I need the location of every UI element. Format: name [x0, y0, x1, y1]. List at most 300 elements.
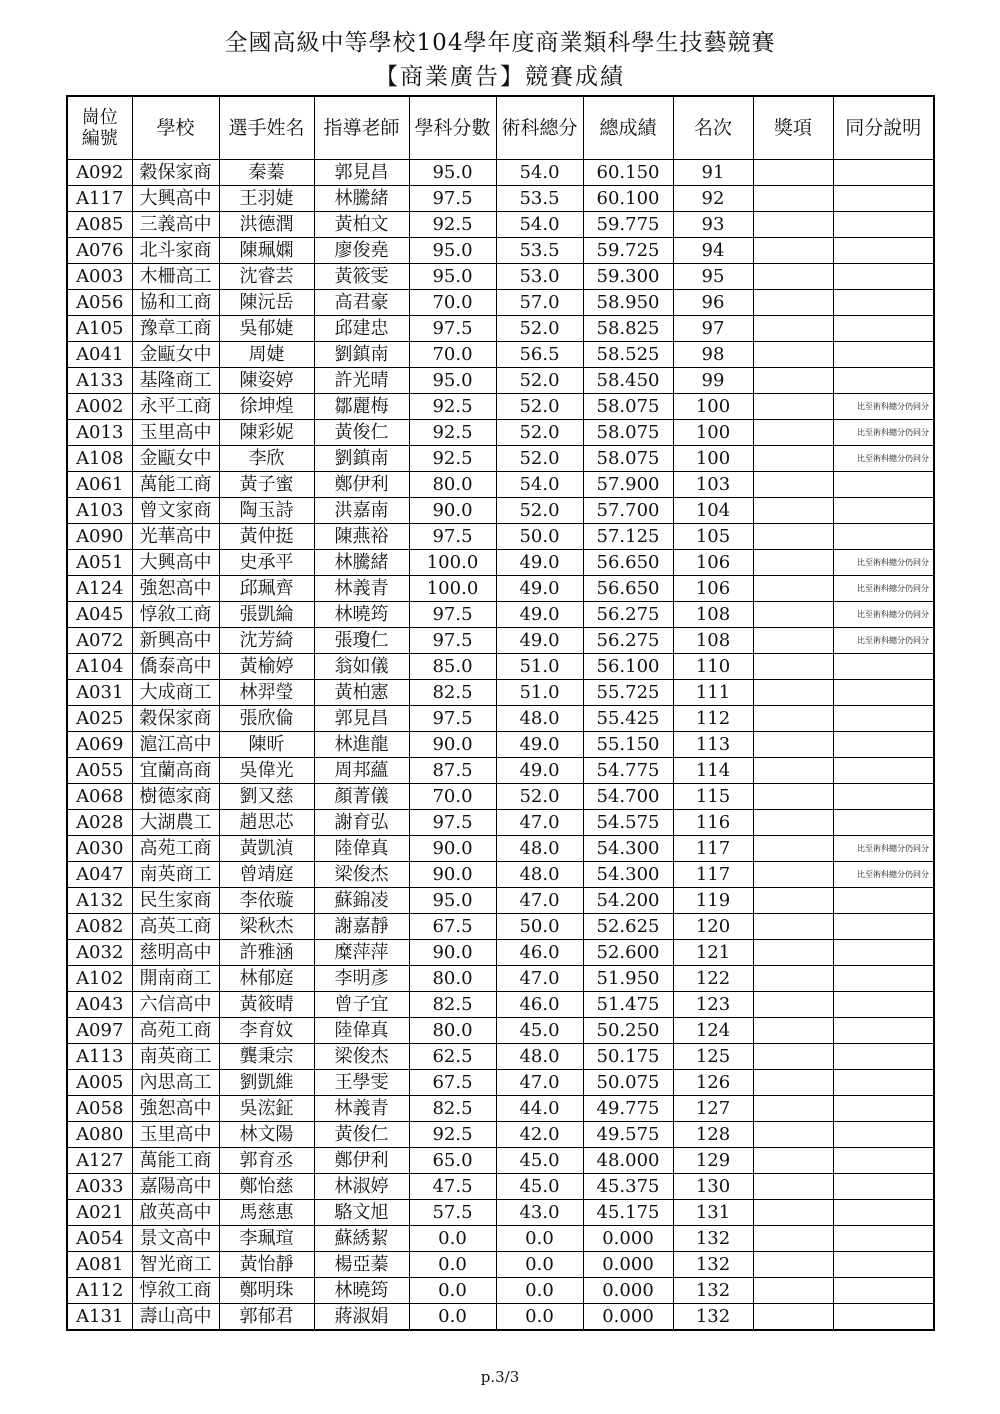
cell-academic: 95.0: [409, 264, 496, 290]
cell-teacher: 鄭伊利: [314, 472, 409, 498]
cell-id: A090: [67, 524, 132, 550]
cell-name: 李依璇: [219, 888, 314, 914]
cell-total: 58.075: [583, 394, 673, 420]
cell-tie-note: 比至術科總分仍同分: [833, 862, 934, 888]
table-row: [67, 992, 934, 1018]
cell-school: 南英商工: [132, 862, 219, 888]
cell-tie-note: [833, 472, 934, 498]
cell-practical: 45.0: [496, 1018, 583, 1044]
cell-academic: 82.5: [409, 1096, 496, 1122]
cell-academic: 97.5: [409, 706, 496, 732]
cell-rank: 93: [673, 212, 753, 238]
cell-tie-note: [833, 316, 934, 342]
cell-id: A032: [67, 940, 132, 966]
cell-name: 徐坤煌: [219, 394, 314, 420]
cell-practical: 52.0: [496, 420, 583, 446]
cell-teacher: 郭見昌: [314, 706, 409, 732]
cell-total: 57.700: [583, 498, 673, 524]
cell-school: 惇敘工商: [132, 1278, 219, 1304]
cell-award: [753, 758, 833, 784]
table-row: [67, 1174, 934, 1200]
cell-rank: 122: [673, 966, 753, 992]
cell-total: 60.100: [583, 186, 673, 212]
cell-name: 張凱綸: [219, 602, 314, 628]
cell-total: 49.775: [583, 1096, 673, 1122]
cell-award: [753, 420, 833, 446]
cell-teacher: 黃俊仁: [314, 420, 409, 446]
cell-award: [753, 810, 833, 836]
cell-id: A056: [67, 290, 132, 316]
cell-academic: 92.5: [409, 212, 496, 238]
table-row: [67, 1122, 934, 1148]
cell-rank: 99: [673, 368, 753, 394]
cell-id: A069: [67, 732, 132, 758]
cell-id: A031: [67, 680, 132, 706]
cell-teacher: 郭見昌: [314, 160, 409, 186]
cell-name: 陶玉詩: [219, 498, 314, 524]
cell-teacher: 曾子宜: [314, 992, 409, 1018]
cell-school: 民生家商: [132, 888, 219, 914]
cell-tie-note: [833, 1200, 934, 1226]
cell-total: 59.300: [583, 264, 673, 290]
cell-practical: 47.0: [496, 1070, 583, 1096]
cell-teacher: 黃柏文: [314, 212, 409, 238]
cell-academic: 90.0: [409, 732, 496, 758]
cell-teacher: 林騰緒: [314, 550, 409, 576]
cell-rank: 116: [673, 810, 753, 836]
cell-teacher: 黃俊仁: [314, 1122, 409, 1148]
cell-teacher: 黃筱雯: [314, 264, 409, 290]
cell-tie-note: 比至術科總分仍同分: [833, 628, 934, 654]
table-row: [67, 1096, 934, 1122]
cell-practical: 52.0: [496, 368, 583, 394]
cell-rank: 115: [673, 784, 753, 810]
cell-school: 景文高中: [132, 1226, 219, 1252]
cell-practical: 49.0: [496, 732, 583, 758]
cell-rank: 129: [673, 1148, 753, 1174]
cell-tie-note: [833, 238, 934, 264]
cell-tie-note: [833, 1278, 934, 1304]
cell-total: 54.200: [583, 888, 673, 914]
cell-academic: 90.0: [409, 862, 496, 888]
cell-award: [753, 160, 833, 186]
cell-id: A072: [67, 628, 132, 654]
column-header-name: 選手姓名: [219, 96, 314, 160]
cell-tie-note: 比至術科總分仍同分: [833, 576, 934, 602]
document-title: 全國高級中等學校104學年度商業類科學生技藝競賽: [224, 30, 776, 56]
cell-practical: 54.0: [496, 160, 583, 186]
cell-id: A055: [67, 758, 132, 784]
cell-academic: 87.5: [409, 758, 496, 784]
cell-teacher: 謝嘉靜: [314, 914, 409, 940]
cell-practical: 0.0: [496, 1252, 583, 1278]
table-header-row: [67, 96, 934, 160]
table-row: [67, 368, 934, 394]
cell-tie-note: [833, 342, 934, 368]
cell-rank: 92: [673, 186, 753, 212]
cell-tie-note: 比至術科總分仍同分: [833, 836, 934, 862]
cell-award: [753, 472, 833, 498]
cell-academic: 80.0: [409, 1018, 496, 1044]
cell-school: 穀保家商: [132, 160, 219, 186]
cell-practical: 49.0: [496, 576, 583, 602]
cell-academic: 92.5: [409, 420, 496, 446]
cell-name: 黃榆婷: [219, 654, 314, 680]
cell-school: 光華高中: [132, 524, 219, 550]
cell-rank: 120: [673, 914, 753, 940]
cell-total: 58.525: [583, 342, 673, 368]
cell-practical: 45.0: [496, 1174, 583, 1200]
table-row: [67, 342, 934, 368]
cell-total: 52.625: [583, 914, 673, 940]
cell-practical: 47.0: [496, 888, 583, 914]
cell-total: 56.275: [583, 628, 673, 654]
cell-school: 玉里高中: [132, 420, 219, 446]
cell-id: A068: [67, 784, 132, 810]
cell-name: 龔秉宗: [219, 1044, 314, 1070]
cell-award: [753, 784, 833, 810]
cell-practical: 48.0: [496, 1044, 583, 1070]
cell-academic: 90.0: [409, 836, 496, 862]
table-row: [67, 238, 934, 264]
cell-rank: 108: [673, 602, 753, 628]
cell-award: [753, 1044, 833, 1070]
cell-rank: 108: [673, 628, 753, 654]
cell-award: [753, 966, 833, 992]
cell-award: [753, 888, 833, 914]
cell-teacher: 黃柏憲: [314, 680, 409, 706]
cell-rank: 104: [673, 498, 753, 524]
cell-name: 鄭怡慈: [219, 1174, 314, 1200]
cell-award: [753, 498, 833, 524]
cell-practical: 50.0: [496, 914, 583, 940]
table-row: [67, 1252, 934, 1278]
cell-school: 金甌女中: [132, 342, 219, 368]
cell-rank: 100: [673, 420, 753, 446]
cell-id: A102: [67, 966, 132, 992]
cell-award: [753, 1122, 833, 1148]
cell-award: [753, 1096, 833, 1122]
cell-academic: 95.0: [409, 368, 496, 394]
cell-school: 基隆商工: [132, 368, 219, 394]
cell-id: A105: [67, 316, 132, 342]
cell-total: 54.775: [583, 758, 673, 784]
cell-tie-note: [833, 1044, 934, 1070]
results-table-body: [67, 160, 934, 1331]
cell-academic: 80.0: [409, 472, 496, 498]
cell-total: 50.075: [583, 1070, 673, 1096]
cell-name: 吳浤鉦: [219, 1096, 314, 1122]
cell-total: 0.000: [583, 1304, 673, 1331]
cell-id: A002: [67, 394, 132, 420]
cell-award: [753, 576, 833, 602]
cell-id: A127: [67, 1148, 132, 1174]
table-row: [67, 784, 934, 810]
cell-school: 強恕高中: [132, 1096, 219, 1122]
cell-total: 58.825: [583, 316, 673, 342]
cell-award: [753, 1148, 833, 1174]
cell-name: 趙思芯: [219, 810, 314, 836]
cell-name: 劉凱維: [219, 1070, 314, 1096]
cell-rank: 96: [673, 290, 753, 316]
cell-total: 0.000: [583, 1252, 673, 1278]
cell-total: 54.300: [583, 836, 673, 862]
cell-practical: 51.0: [496, 654, 583, 680]
cell-school: 豫章工商: [132, 316, 219, 342]
cell-total: 52.600: [583, 940, 673, 966]
cell-tie-note: [833, 524, 934, 550]
cell-academic: 0.0: [409, 1278, 496, 1304]
cell-teacher: 邱建忠: [314, 316, 409, 342]
cell-rank: 126: [673, 1070, 753, 1096]
cell-school: 永平工商: [132, 394, 219, 420]
cell-name: 邱珮齊: [219, 576, 314, 602]
cell-id: A080: [67, 1122, 132, 1148]
cell-name: 史承平: [219, 550, 314, 576]
cell-teacher: 鄒麗梅: [314, 394, 409, 420]
cell-award: [753, 368, 833, 394]
cell-academic: 92.5: [409, 446, 496, 472]
cell-id: A082: [67, 914, 132, 940]
cell-rank: 105: [673, 524, 753, 550]
table-row: [67, 914, 934, 940]
cell-total: 56.650: [583, 550, 673, 576]
cell-rank: 97: [673, 316, 753, 342]
cell-name: 劉又慈: [219, 784, 314, 810]
cell-award: [753, 1304, 833, 1331]
column-header-teacher: 指導老師: [314, 96, 409, 160]
table-row: [67, 680, 934, 706]
cell-total: 51.950: [583, 966, 673, 992]
cell-teacher: 林義青: [314, 576, 409, 602]
cell-name: 林文陽: [219, 1122, 314, 1148]
cell-teacher: 林騰緒: [314, 186, 409, 212]
cell-practical: 52.0: [496, 446, 583, 472]
cell-id: A025: [67, 706, 132, 732]
table-row: [67, 810, 934, 836]
cell-practical: 48.0: [496, 836, 583, 862]
cell-academic: 80.0: [409, 966, 496, 992]
cell-name: 沈睿芸: [219, 264, 314, 290]
cell-award: [753, 550, 833, 576]
cell-name: 李欣: [219, 446, 314, 472]
table-row: [67, 1226, 934, 1252]
cell-practical: 44.0: [496, 1096, 583, 1122]
cell-rank: 121: [673, 940, 753, 966]
cell-id: A103: [67, 498, 132, 524]
cell-rank: 106: [673, 576, 753, 602]
table-row: [67, 1018, 934, 1044]
cell-academic: 100.0: [409, 576, 496, 602]
cell-tie-note: 比至術科總分仍同分: [833, 446, 934, 472]
cell-award: [753, 238, 833, 264]
cell-id: A043: [67, 992, 132, 1018]
cell-academic: 47.5: [409, 1174, 496, 1200]
cell-name: 沈芳綺: [219, 628, 314, 654]
cell-school: 嘉陽高中: [132, 1174, 219, 1200]
table-row: [67, 940, 934, 966]
cell-tie-note: 比至術科總分仍同分: [833, 420, 934, 446]
cell-award: [753, 654, 833, 680]
cell-rank: 125: [673, 1044, 753, 1070]
cell-rank: 100: [673, 394, 753, 420]
cell-school: 高苑工商: [132, 836, 219, 862]
cell-name: 王羽婕: [219, 186, 314, 212]
cell-practical: 46.0: [496, 940, 583, 966]
document-subtitle: 【商業廣告】競賽成績: [375, 64, 625, 90]
cell-award: [753, 1018, 833, 1044]
cell-school: 六信高中: [132, 992, 219, 1018]
cell-tie-note: [833, 810, 934, 836]
cell-total: 56.100: [583, 654, 673, 680]
cell-total: 57.900: [583, 472, 673, 498]
cell-total: 54.575: [583, 810, 673, 836]
cell-teacher: 梁俊杰: [314, 1044, 409, 1070]
cell-teacher: 蘇綉絜: [314, 1226, 409, 1252]
cell-id: A005: [67, 1070, 132, 1096]
table-row: [67, 836, 934, 862]
cell-award: [753, 680, 833, 706]
cell-award: [753, 524, 833, 550]
cell-school: 樹德家商: [132, 784, 219, 810]
cell-rank: 132: [673, 1252, 753, 1278]
cell-practical: 54.0: [496, 472, 583, 498]
cell-practical: 52.0: [496, 394, 583, 420]
cell-name: 洪德潤: [219, 212, 314, 238]
cell-name: 黃怡靜: [219, 1252, 314, 1278]
cell-name: 李珮瑄: [219, 1226, 314, 1252]
cell-name: 吳偉光: [219, 758, 314, 784]
cell-school: 僑泰高中: [132, 654, 219, 680]
cell-rank: 132: [673, 1304, 753, 1331]
cell-total: 56.650: [583, 576, 673, 602]
cell-id: A104: [67, 654, 132, 680]
cell-name: 秦蓁: [219, 160, 314, 186]
cell-award: [753, 316, 833, 342]
cell-academic: 95.0: [409, 160, 496, 186]
cell-teacher: 李明彥: [314, 966, 409, 992]
cell-school: 開南商工: [132, 966, 219, 992]
cell-award: [753, 264, 833, 290]
column-header-award: 獎項: [753, 96, 833, 160]
cell-tie-note: [833, 758, 934, 784]
cell-rank: 91: [673, 160, 753, 186]
column-header-practical: 術科總分: [496, 96, 583, 160]
cell-total: 50.175: [583, 1044, 673, 1070]
results-table: [66, 95, 935, 1331]
cell-academic: 97.5: [409, 810, 496, 836]
cell-name: 梁秋杰: [219, 914, 314, 940]
cell-teacher: 林義青: [314, 1096, 409, 1122]
cell-award: [753, 1200, 833, 1226]
cell-school: 內思高工: [132, 1070, 219, 1096]
cell-name: 郭育丞: [219, 1148, 314, 1174]
cell-rank: 117: [673, 836, 753, 862]
cell-tie-note: [833, 940, 934, 966]
cell-practical: 52.0: [496, 784, 583, 810]
cell-id: A108: [67, 446, 132, 472]
cell-id: A021: [67, 1200, 132, 1226]
cell-rank: 111: [673, 680, 753, 706]
table-row: [67, 1278, 934, 1304]
cell-academic: 82.5: [409, 992, 496, 1018]
column-header-id-line2: 編號: [81, 128, 118, 149]
cell-total: 45.175: [583, 1200, 673, 1226]
column-header-school: 學校: [132, 96, 219, 160]
table-row: [67, 290, 934, 316]
cell-school: 大興高中: [132, 550, 219, 576]
cell-total: 58.450: [583, 368, 673, 394]
cell-id: A085: [67, 212, 132, 238]
cell-name: 黃子蜜: [219, 472, 314, 498]
cell-total: 51.475: [583, 992, 673, 1018]
cell-total: 59.775: [583, 212, 673, 238]
cell-practical: 49.0: [496, 628, 583, 654]
cell-practical: 48.0: [496, 862, 583, 888]
cell-school: 滬江高中: [132, 732, 219, 758]
cell-practical: 45.0: [496, 1148, 583, 1174]
cell-teacher: 謝育弘: [314, 810, 409, 836]
cell-school: 高苑工商: [132, 1018, 219, 1044]
cell-rank: 131: [673, 1200, 753, 1226]
cell-academic: 97.5: [409, 628, 496, 654]
cell-total: 0.000: [583, 1278, 673, 1304]
cell-practical: 52.0: [496, 498, 583, 524]
cell-school: 大成商工: [132, 680, 219, 706]
cell-practical: 53.5: [496, 186, 583, 212]
cell-tie-note: [833, 888, 934, 914]
cell-rank: 119: [673, 888, 753, 914]
cell-id: A047: [67, 862, 132, 888]
cell-rank: 130: [673, 1174, 753, 1200]
cell-academic: 82.5: [409, 680, 496, 706]
cell-id: A045: [67, 602, 132, 628]
table-row: [67, 576, 934, 602]
cell-practical: 52.0: [496, 316, 583, 342]
cell-academic: 95.0: [409, 238, 496, 264]
cell-id: A033: [67, 1174, 132, 1200]
cell-award: [753, 836, 833, 862]
cell-school: 金甌女中: [132, 446, 219, 472]
cell-academic: 57.5: [409, 1200, 496, 1226]
cell-academic: 100.0: [409, 550, 496, 576]
cell-practical: 54.0: [496, 212, 583, 238]
cell-practical: 0.0: [496, 1304, 583, 1331]
cell-total: 59.725: [583, 238, 673, 264]
cell-rank: 117: [673, 862, 753, 888]
cell-id: A076: [67, 238, 132, 264]
table-row: [67, 758, 934, 784]
cell-academic: 0.0: [409, 1304, 496, 1331]
cell-name: 林羿瑩: [219, 680, 314, 706]
cell-teacher: 林曉筠: [314, 1278, 409, 1304]
cell-id: A028: [67, 810, 132, 836]
cell-academic: 67.5: [409, 1070, 496, 1096]
cell-name: 陳昕: [219, 732, 314, 758]
cell-academic: 97.5: [409, 602, 496, 628]
cell-id: A054: [67, 1226, 132, 1252]
cell-name: 陳沅岳: [219, 290, 314, 316]
cell-teacher: 周邦蘊: [314, 758, 409, 784]
cell-award: [753, 1252, 833, 1278]
cell-teacher: 鄭伊利: [314, 1148, 409, 1174]
cell-rank: 132: [673, 1278, 753, 1304]
cell-award: [753, 394, 833, 420]
cell-tie-note: [833, 264, 934, 290]
cell-school: 萬能工商: [132, 1148, 219, 1174]
cell-practical: 48.0: [496, 706, 583, 732]
cell-total: 54.700: [583, 784, 673, 810]
